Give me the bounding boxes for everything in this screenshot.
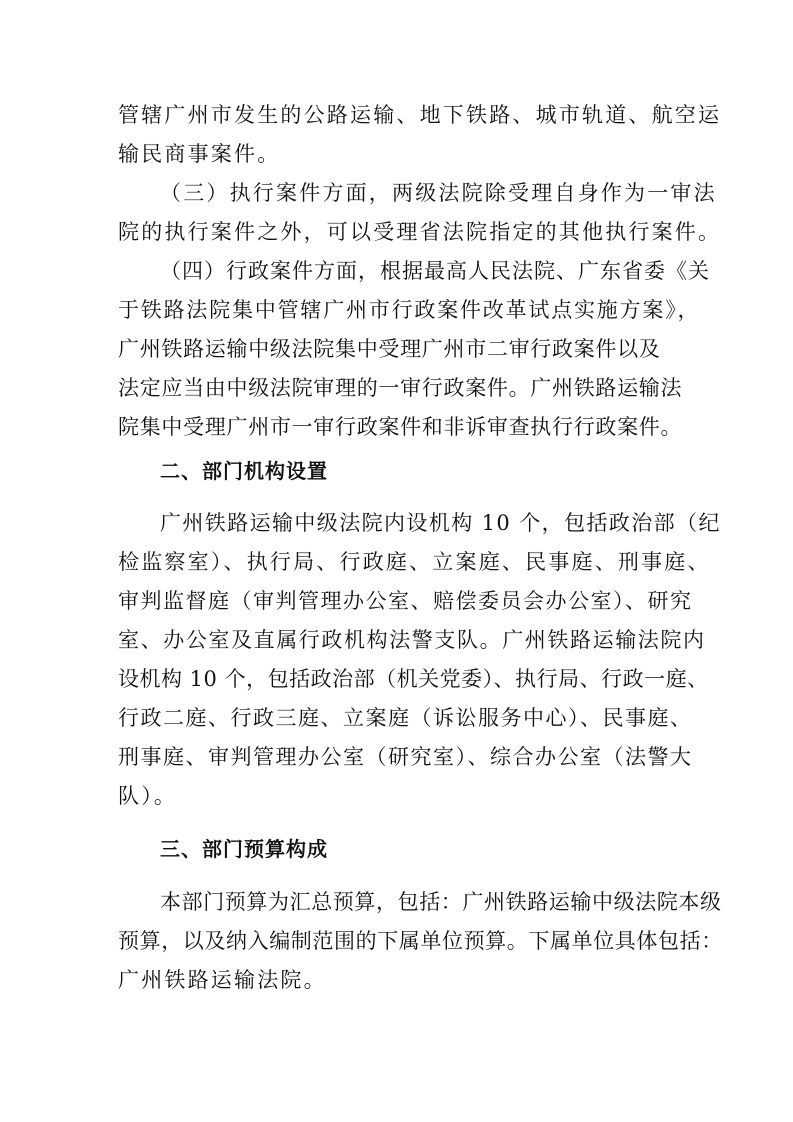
body-text-line: 行政二庭、行政三庭、立案庭（诉讼服务中心）、民事庭、 <box>118 706 693 730</box>
paragraph-administrative-cases: （四）行政案件方面，根据最高人民法院、广东省委《关 <box>160 259 710 283</box>
body-text-line: 检监察室）、执行局、行政庭、立案庭、民事庭、刑事庭、 <box>118 550 711 574</box>
body-text-line: 刑事庭、审判管理办公室（研究室）、综合办公室（法警大 <box>118 745 693 769</box>
body-text-line: 院的执行案件之外，可以受理省法院指定的其他执行案件。 <box>118 220 722 244</box>
body-text-line: 预算，以及纳入编制范围的下属单位预算。下属单位具体包括： <box>118 929 723 953</box>
body-text-line: 管辖广州市发生的公路运输、地下铁路、城市轨道、航空运 <box>118 103 722 127</box>
body-text-line: 室、办公室及直属行政机构法警支队。广州铁路运输法院内 <box>118 628 706 652</box>
body-text-line: 法定应当由中级法院审理的一审行政案件。广州铁路运输法 <box>118 376 683 400</box>
section-heading-budget-composition: 三、部门预算构成 <box>160 837 328 861</box>
section-heading-department-structure: 二、部门机构设置 <box>160 459 328 483</box>
body-text-line: 设机构 10 个，包括政治部（机关党委）、执行局、行政一庭、 <box>118 667 709 691</box>
body-text-line: 队）。 <box>118 784 178 808</box>
body-text-line: 广州铁路运输法院。 <box>118 968 327 992</box>
paragraph-budget: 本部门预算为汇总预算，包括：广州铁路运输中级法院本级 <box>160 890 722 914</box>
body-text-line: 广州铁路运输中级法院集中受理广州市二审行政案件以及 <box>118 337 661 361</box>
body-text-line: 院集中受理广州市一审行政案件和非诉审查执行行政案件。 <box>118 415 683 439</box>
paragraph-execution-cases: （三）执行案件方面，两级法院除受理自身作为一审法 <box>160 181 717 205</box>
body-text-line: 输民商事案件。 <box>118 142 281 166</box>
body-text-line: 审判监督庭（审判管理办公室、赔偿委员会办公室）、研究 <box>118 589 693 613</box>
body-text-line: 于铁路法院集中管辖广州市行政案件改革试点实施方案》， <box>118 298 701 322</box>
paragraph-internal-units: 广州铁路运输中级法院内设机构 10 个，包括政治部（纪 <box>160 511 721 535</box>
